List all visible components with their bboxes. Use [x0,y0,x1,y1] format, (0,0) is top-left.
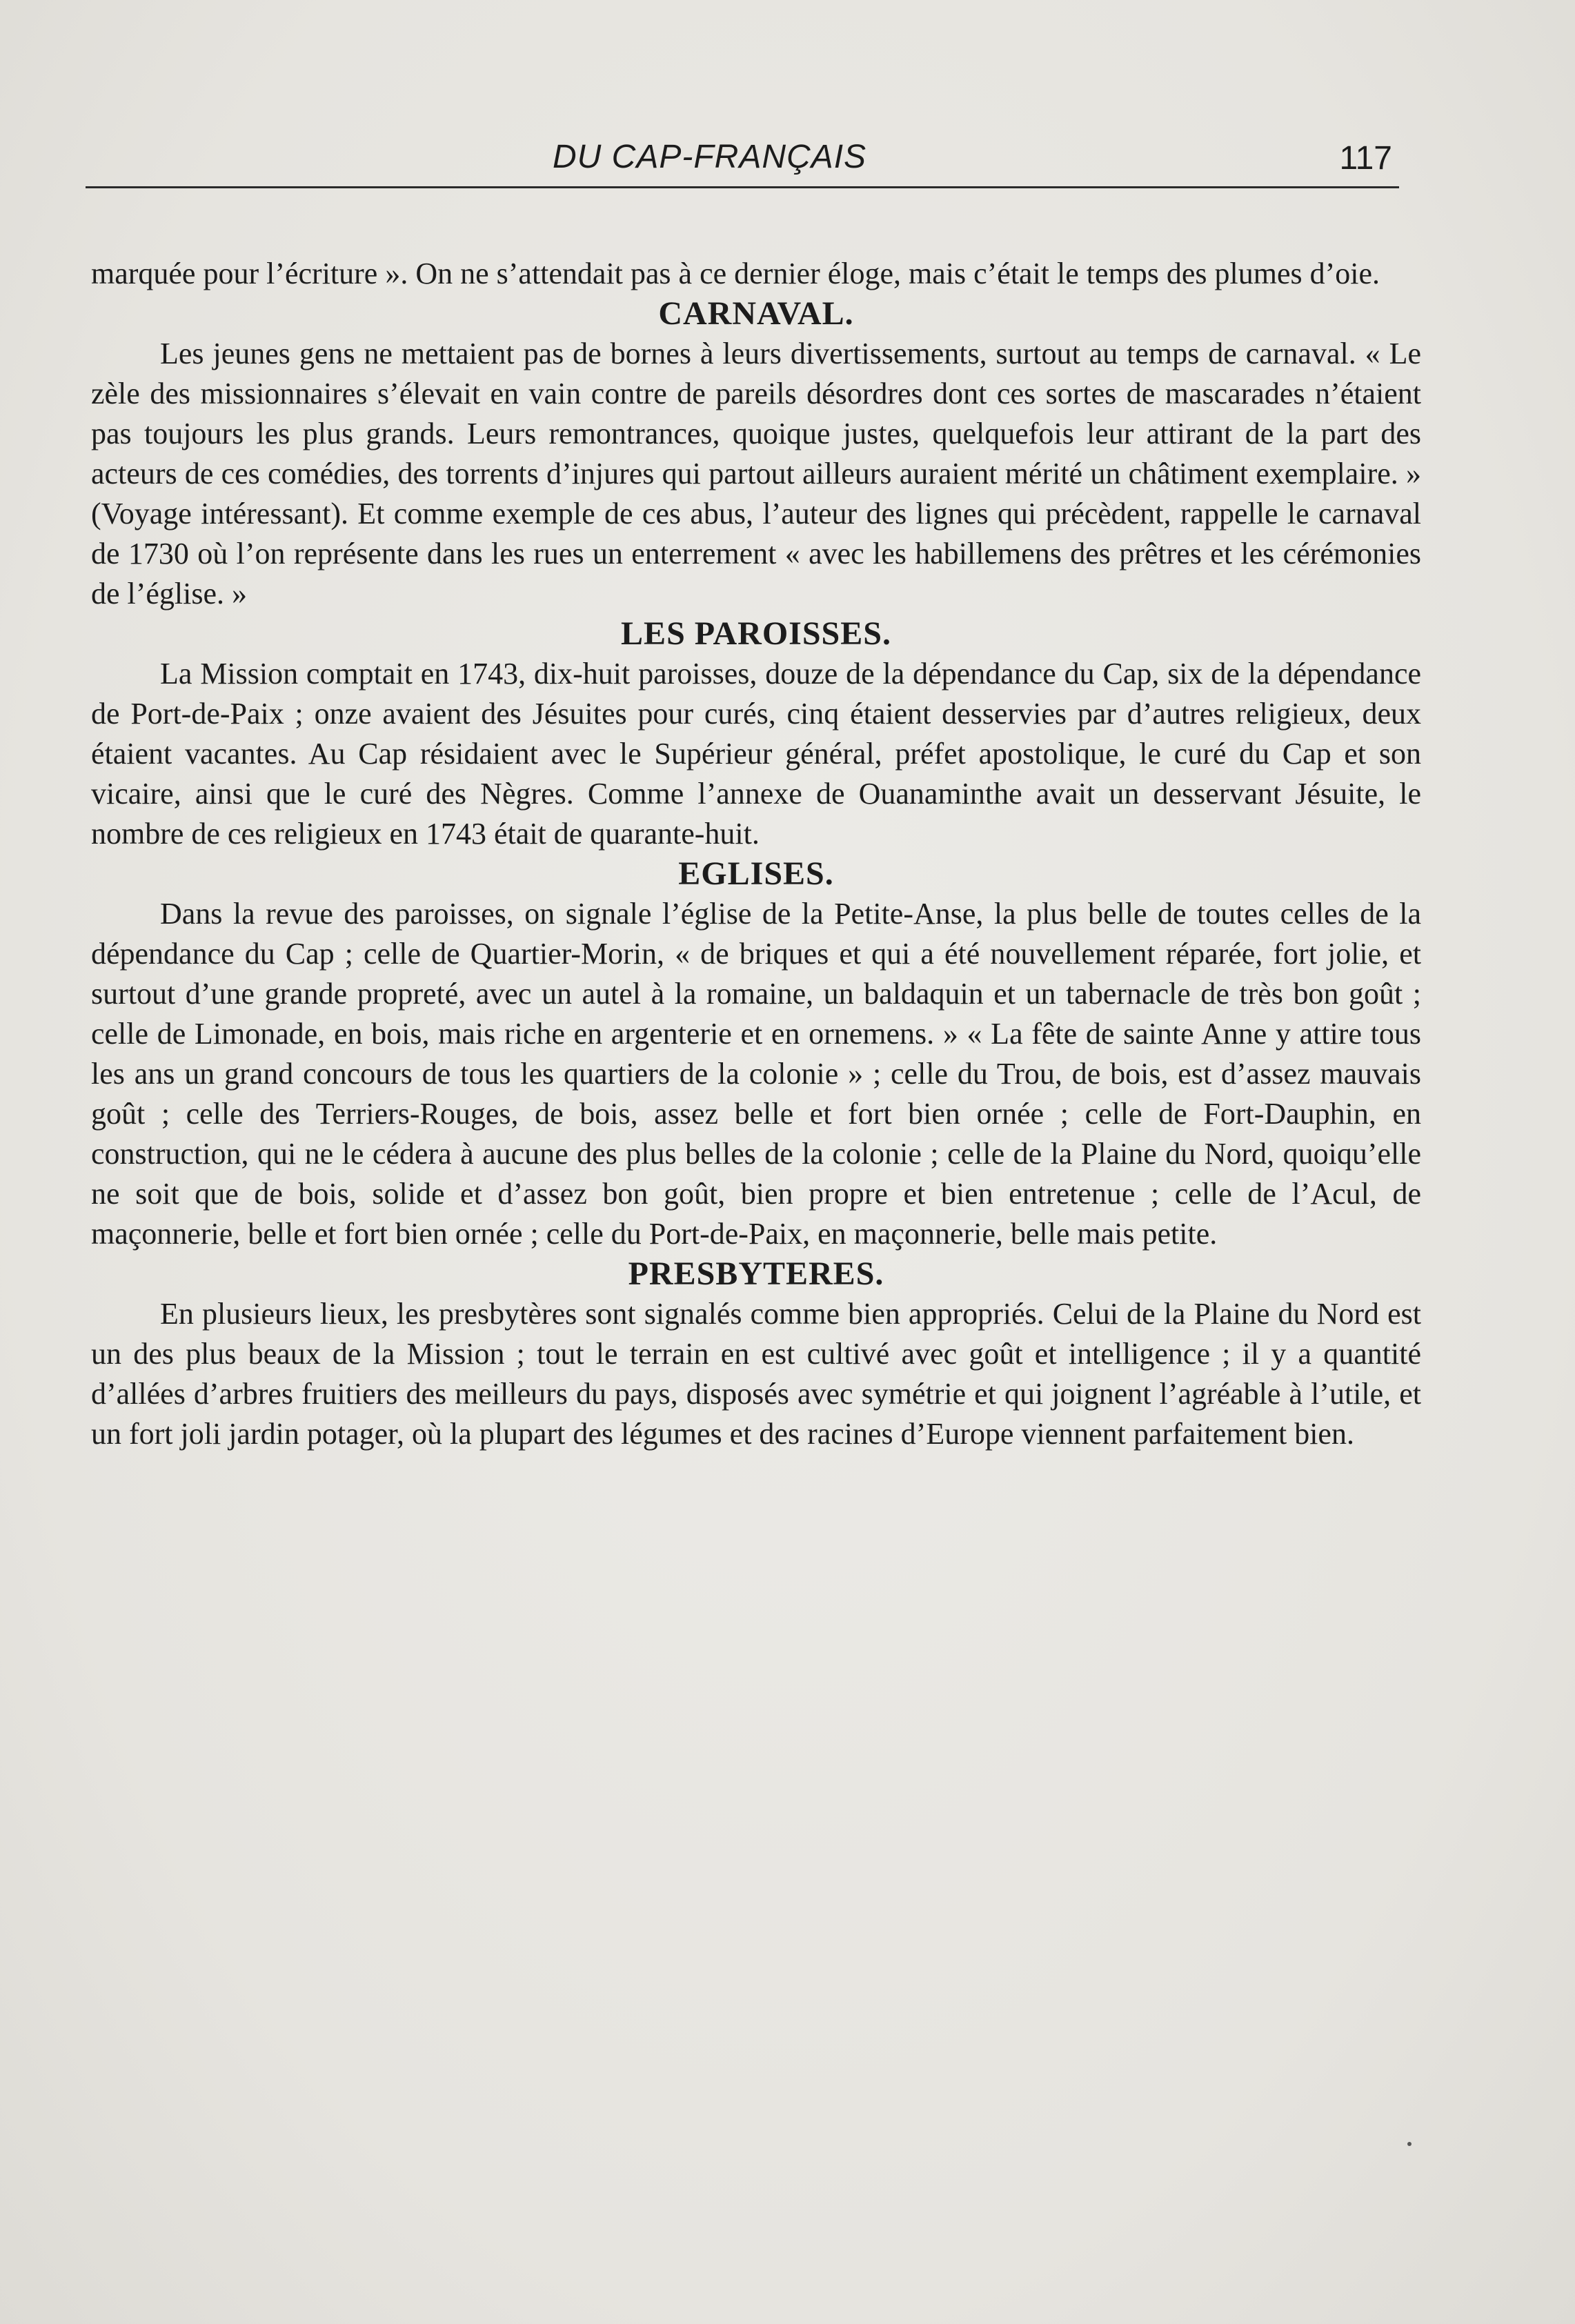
intro-paragraph: marquée pour l’écriture ». On ne s’attendait pas à ce dernier éloge, mais c’était le temps des plumes d’oie. [91,257,1380,290]
page-header [81,138,1406,186]
header-rule [86,186,1399,188]
heading-carnaval: CARNAVAL. [658,295,854,332]
paragraph-presbyteres: En plusieurs lieux, les presbytères sont signalés comme bien appropriés. Celui de la Plaine du Nord est un des plus beaux de la Mission ; tout le terrain en est cultivé avec goût et intelligence ; il y a quantité d’allées d’arbres fruitiers des meilleurs du pays, disposés avec symétrie et qui joignent l’agréable à l’utile, et un fort joli jardin potager, où la plupart des légumes et des racines d’Europe viennent parfaitement bien. [91,1297,1421,1451]
page-body [91,254,1421,1454]
paragraph-paroisses: La Mission comptait en 1743, dix-huit paroisses, douze de la dépendance du Cap, six de la dépendance de Port-de-Paix ; onze avaient des Jésuites pour curés, cinq étaient desservies par d’autres religieux, deux étaient vacantes. Au Cap résidaient avec le Supérieur général, préfet apostolique, le curé du Cap et son vicaire, ainsi que le curé des Nègres. Comme l’annexe de Ouanaminthe avait un desservant Jésuite, le nombre de ces religieux en 1743 était de quarante-huit. [91,657,1421,851]
heading-eglises: EGLISES. [678,855,834,892]
paragraph-carnaval: Les jeunes gens ne mettaient pas de bornes à leurs divertissements, surtout au temps de carnaval. « Le zèle des missionnaires s’élevait en vain contre de pareils désordres dont ces sortes de mascarades n’étaient pas toujours les plus grands. Leurs remontrances, quoique justes, quelquefois leur attirant de la part des acteurs de ces comédies, des torrents d’injures qui partout ailleurs auraient mérité un châtiment exemplaire. » (Voyage intéressant). Et comme exemple de ces abus, l’auteur des lignes qui précèdent, rappelle le carnaval de 1730 où l’on représente dans les rues un enterrement « avec les habillemens des prêtres et les cérémonies de l’église. » [91,337,1421,610]
running-title: DU CAP-FRANÇAIS [553,139,867,175]
ink-speck [1407,2142,1411,2146]
paragraph-eglises: Dans la revue des paroisses, on signale l’église de la Petite-Anse, la plus belle de toutes celles de la dépendance du Cap ; celle de Quartier-Morin, « de briques et qui a été nouvellement réparée, fort jolie, et surtout d’une grande propreté, avec un autel à la romaine, un baldaquin et un tabernacle de très bon goût ; celle de Limonade, en bois, mais riche en argenterie et en ornemens. » « La fête de sainte Anne y attire tous les ans un grand concours de tous les quartiers de la colonie » ; celle du Trou, de bois, est d’assez mauvais goût ; celle des Terriers-Rouges, de bois, assez belle et fort bien ornée ; celle de Fort-Dauphin, en construction, qui ne le cédera à aucune des plus belles de la colonie ; celle de la Plaine du Nord, quoiqu’elle ne soit que de bois, solide et d’assez bon goût, bien propre et bien entretenue ; celle de l’Acul, de maçonnerie, belle et fort bien ornée ; celle du Port-de-Paix, en maçonnerie, belle mais petite. [91,897,1421,1251]
heading-paroisses: LES PAROISSES. [621,615,891,652]
page-number: 117 [1339,140,1392,177]
heading-presbyteres: PRESBYTERES. [628,1255,884,1292]
